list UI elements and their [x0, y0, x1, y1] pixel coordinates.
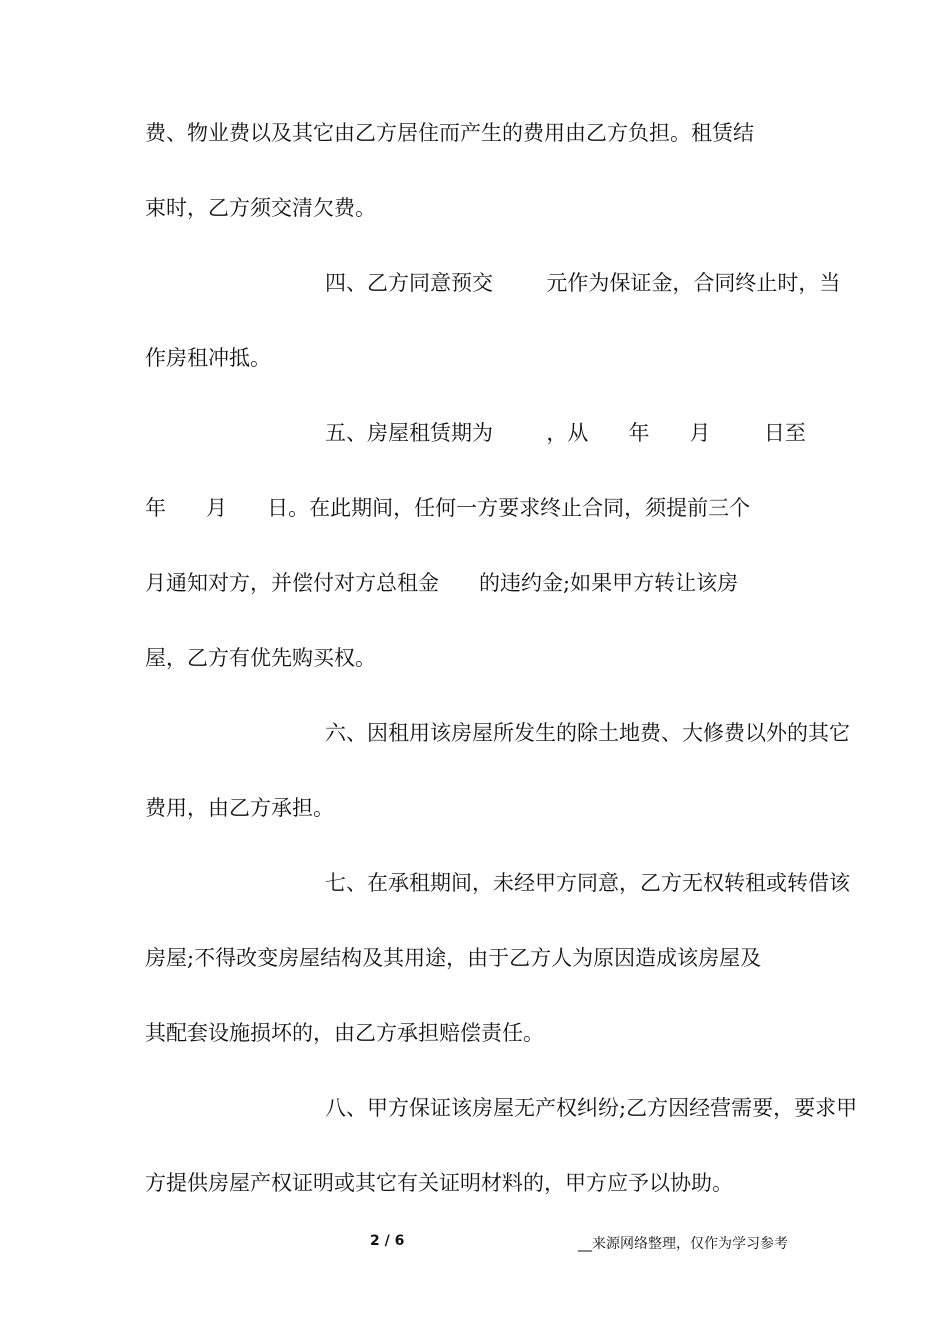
text-line: 束时，乙方须交清欠费。 [145, 196, 376, 220]
text-line: 七、在承租期间，未经甲方同意，乙方无权转租或转借该 [325, 871, 850, 895]
source-note: __来源网络整理，仅作为学习参考 [578, 1236, 788, 1252]
text-line: 作房租冲抵。 [145, 346, 271, 370]
page-footer [0, 1233, 950, 1257]
text-line: 屋，乙方有优先购买权。 [145, 646, 376, 670]
text-line: 月通知对方，并偿付对方总租金 的违约金;如果甲方转让该房 [145, 571, 739, 595]
text-line: 年 月 日。在此期间，任何一方要求终止合同，须提前三个 [145, 496, 751, 520]
text-line: 房屋;不得改变房屋结构及其用途，由于乙方人为原因造成该房屋及 [145, 946, 762, 970]
document-body [145, 96, 858, 1221]
text-line: 费用，由乙方承担。 [145, 796, 334, 820]
text-line: 方提供房屋产权证明或其它有关证明材料的，甲方应予以协助。 [145, 1171, 733, 1195]
text-line: 四、乙方同意预交 元作为保证金，合同终止时，当 [325, 271, 841, 295]
page-number: 2 / 6 [370, 1233, 405, 1249]
text-line: 六、因租用该房屋所发生的除土地费、大修费以外的其它 [325, 721, 850, 745]
text-line: 其配套设施损坏的，由乙方承担赔偿责任。 [145, 1021, 544, 1045]
text-line: 五、房屋租赁期为 ，从 年 月 日至 [325, 421, 806, 445]
text-line: 费、物业费以及其它由乙方居住而产生的费用由乙方负担。租赁结 [145, 121, 754, 145]
text-line: 八、甲方保证该房屋无产权纠纷;乙方因经营需要，要求甲 [325, 1096, 858, 1120]
